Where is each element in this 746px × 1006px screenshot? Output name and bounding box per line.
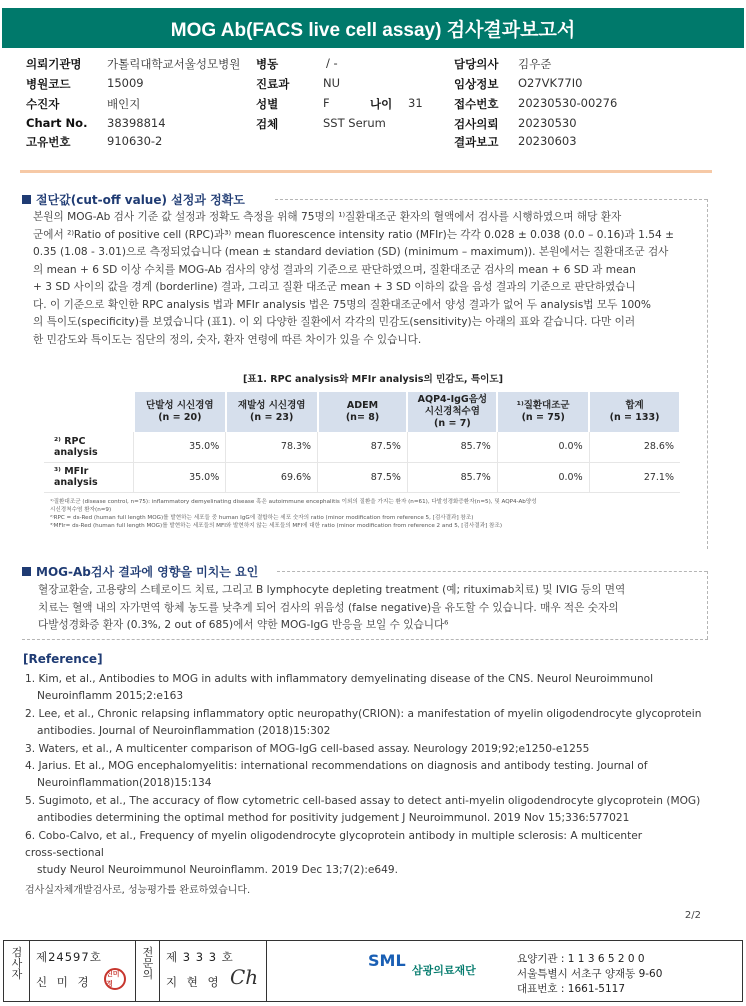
reviewer-name: 지 현 영 xyxy=(166,975,222,989)
table-cell: 35.0% xyxy=(134,462,226,492)
header-value: O27VK77I0 xyxy=(518,76,583,90)
accent-divider xyxy=(20,170,712,173)
report-title: MOG Ab(FACS live cell assay) 검사결과보고서 xyxy=(2,8,744,48)
header-value: 31 xyxy=(408,96,423,110)
dashed-divider xyxy=(275,199,707,200)
header-label: 고유번호 xyxy=(26,135,71,149)
table-cell: 27.1% xyxy=(589,462,680,492)
row-label: ³⁾ MFIr analysis xyxy=(44,462,134,492)
org-name: 삼광의료재단 xyxy=(412,964,476,977)
reference-item: antibodies. Journal of Neuroinflammation (2018)15:302 xyxy=(37,725,331,738)
reference-item: 5. Sugimoto, et al., The accuracy of flow cytometric cell-based assay to detect anti-myelin oligodendrocyte glycoprotein (MOG) xyxy=(25,794,701,807)
header-label: 병동 xyxy=(256,57,279,71)
section-title: 절단값(cut-off value) 설정과 정확도 xyxy=(22,191,245,208)
table-footnotes: ¹⁾질환대조군 (disease control, n=75): inflammatory demyelinating disease 혹은 autoimmune encephalitis 이외의 질환을 가지는 환자 (n=61), 다발성경화증환자(n=5), 및 AQP4-Ab양성 시신경척수염 환자(n=9) ²⁾RPC = ds-Red (human full length MOG)를 발현하는 세포들 중 human IgG에 결합하는 세포 숫자의 ratio (minor modification from reference 5, [검사결과] 참조) ³⁾MFIr= ds-Red (human full length MOG)를 발현하는 세포들의 MFI와 발현하지 않는 세포들의 MFI에 대한 ratio (minor modification from reference 2 and 5, [검사결과] 참조) xyxy=(50,499,537,529)
reference-item: 6. Cobo-Calvo, et al., Frequency of myelin oligodendrocyte glycoprotein antibody in multiple sclerosis: A multicenter xyxy=(25,829,643,842)
square-bullet-icon xyxy=(22,195,31,204)
header-label: 병원코드 xyxy=(26,77,71,91)
header-value: 910630-2 xyxy=(107,134,163,148)
reference-item: 2. Lee, et al., Chronic relapsing inflammatory optic neuropathy(CRION): a manifestation of myelin oligodendrocyte glycoprotein xyxy=(25,707,702,720)
header-label: 검체 xyxy=(256,117,279,131)
table-cell: 87.5% xyxy=(318,462,408,492)
header-value: 배인지 xyxy=(107,97,141,111)
header-value: SST Serum xyxy=(323,116,386,130)
header-row xyxy=(0,56,746,74)
reference-item: Neuroinflammation(2018)15:134 xyxy=(37,777,212,790)
header-label: 검사의뢰 xyxy=(454,117,499,131)
dashed-divider xyxy=(277,571,707,572)
header-row xyxy=(0,134,746,152)
header-value: 20230530 xyxy=(518,116,577,130)
page-number: 2/2 xyxy=(684,910,701,921)
header-value: 20230530-00276 xyxy=(518,96,618,110)
cutoff-paragraph: 본원의 MOG-Ab 검사 기준 값 설정과 정확도 측정을 위해 75명의 ¹⁾질환대조군 환자의 혈액에서 검사를 시행하였으며 해당 환자 군에서 ²⁾Ratio of positive cell (RPC)과³⁾ mean fluorescence intensity ratio (MFIr)는 각각 0.028 ± 0.038 (0.0 – 0.16)과 1.54 ± 0.35 (1.08 - 3.01)으로 측정되었습니다 (mean ± standard deviation (SD) (minimum – maximum)). 본원에서는 질환대조군 검사 의 mean + 6 SD 이상 수치를 MOG-Ab 검사의 양성 결과의 기준으로 판단하였으며, 질환대조군 검사의 mean + 6 SD 과 mean + 3 SD 사이의 값을 경계 (borderline) 결과, 그리고 질환 대조군 mean + 3 SD 이하의 값을 음성 결과의 기준으로 판단하였습니 다. 이 기준으로 확인한 RPC analysis 법과 MFIr analysis 법은 75명의 질환대조군에서 양성 결과가 없어 두 analysis법 모두 100% 의 특이도(specificity)를 보였습니다 (표1). 이 외 다양한 질환에서 각각의 민감도(sensitivity)는 아래의 표와 같습니다. 다만 이러 한 민감도와 특이도는 집단의 정의, 숫자, 환자 연령에 따른 차이가 있을 수 있습니다. xyxy=(33,211,674,346)
reference-item: Neuroinflamm 2015;2:e163 xyxy=(37,690,184,703)
institution-address: 서울특별시 서초구 양재동 9-60 xyxy=(517,968,663,980)
header-label: Chart No. xyxy=(26,116,88,130)
examiner-license: 제24597호 xyxy=(36,950,102,964)
table-header-row xyxy=(44,392,680,432)
reference-item: study Neurol Neuroimmunol Neuroinflamm. 2019 Dec 13;7(2):e649. xyxy=(37,864,399,877)
reference-item: 4. Jarius. Et al., MOG encephalomyelitis: international recommendations on diagnosis and antibody testing. Journal of xyxy=(25,760,648,773)
reviewer-box xyxy=(160,941,266,1001)
header-label: 담당의사 xyxy=(454,57,499,71)
examiner-box xyxy=(30,941,136,1001)
table-cell: 0.0% xyxy=(497,432,589,462)
table-cell: 85.7% xyxy=(407,462,497,492)
dashed-border xyxy=(707,571,708,639)
reference-item: cross-sectional xyxy=(25,847,104,860)
header-label: 수진자 xyxy=(26,97,60,111)
table-header-cell: 합계 (n = 133) xyxy=(589,392,680,432)
square-bullet-icon xyxy=(22,567,31,576)
section-title: MOG-Ab검사 결과에 영향을 미치는 요인 xyxy=(22,563,258,580)
header-row xyxy=(0,76,746,94)
header-value: / - xyxy=(326,56,338,70)
reviewer-license: 제 3 3 3 호 xyxy=(166,950,234,964)
header-value: 가톨릭대학교서울성모병원 xyxy=(107,57,241,71)
header-value: 38398814 xyxy=(107,116,166,130)
examiner-name: 신 미 경 xyxy=(36,975,92,989)
reference-item: antibodies determining the optimal method for positivity judgement J Neuroimmunol. 2019 Nov 15;336:577021 xyxy=(37,812,630,825)
header-value: NU xyxy=(323,76,341,90)
institution-phone: 대표번호 : 1661-5117 xyxy=(517,983,626,995)
header-row xyxy=(0,96,746,114)
header-label: 성별 xyxy=(256,97,279,111)
institution-code: 요양기관 : 1 1 3 6 5 2 0 0 xyxy=(517,953,645,965)
table-cell: 78.3% xyxy=(226,432,318,462)
header-label: 결과보고 xyxy=(454,135,499,149)
footer-divider xyxy=(266,941,267,1001)
examiner-label-box: 검사자 xyxy=(4,941,30,1001)
reviewer-label-box: 전문의 xyxy=(136,941,160,1001)
sensitivity-table xyxy=(44,392,681,493)
signature-footer xyxy=(3,940,743,1002)
reference-list xyxy=(25,671,715,899)
table-cell: 87.5% xyxy=(318,432,408,462)
table-header-cell: ¹⁾질환대조군 (n = 75) xyxy=(497,392,589,432)
red-seal-stamp: 신미경 xyxy=(104,968,126,990)
header-value: 김우준 xyxy=(518,57,552,71)
signature: Ch xyxy=(230,965,259,989)
row-label: ²⁾ RPC analysis xyxy=(44,432,134,462)
table-row xyxy=(44,462,680,492)
sml-logo: SML xyxy=(368,951,406,970)
factors-paragraph: 혈장교환술, 고용량의 스테로이드 치료, 그리고 B lymphocyte depleting treatment (예; rituximab치료) 및 IVIG 등의 면역 치료는 혈액 내의 자가면역 항체 농도를 낮추게 되어 검사의 위음성 (false negative)을 유도할 수 있습니다. 매우 적은 숫자의 다발성경화증 환자 (0.3%, 2 out of 685)에서 약한 MOG-IgG 반응을 보일 수 있습니다⁶ xyxy=(38,584,626,631)
table-header-cell: ADEM (n= 8) xyxy=(318,392,408,432)
table-cell: 28.6% xyxy=(589,432,680,462)
header-row xyxy=(0,116,746,134)
header-label: 진료과 xyxy=(256,77,290,91)
validation-note: 검사실자체개발검사로, 성능평가를 완료하였습니다. xyxy=(25,884,251,896)
table-cell: 35.0% xyxy=(134,432,226,462)
table-title: [표1. RPC analysis와 MFIr analysis의 민감도, 특이도] xyxy=(242,374,504,385)
dashed-divider xyxy=(22,639,708,640)
header-label: 접수번호 xyxy=(454,97,499,111)
table-corner xyxy=(44,392,134,432)
table-cell: 69.6% xyxy=(226,462,318,492)
header-label: 임상정보 xyxy=(454,77,499,91)
table-row xyxy=(44,432,680,462)
header-value: F xyxy=(323,96,330,110)
header-label: 의뢰기관명 xyxy=(26,57,82,71)
table-header-cell: 단발성 시신경염 (n = 20) xyxy=(134,392,226,432)
table-cell: 0.0% xyxy=(497,462,589,492)
header-value: 15009 xyxy=(107,76,144,90)
header-label: 나이 xyxy=(370,97,393,111)
reference-item: 3. Waters, et al., A multicenter comparison of MOG-IgG cell-based assay. Neurology 2019;92;e1250-e1255 xyxy=(25,742,590,755)
reference-item: 1. Kim, et al., Antibodies to MOG in adults with inflammatory demyelinating disease of the CNS. Neurol Neuroimmunol xyxy=(25,673,654,685)
reference-heading: [Reference] xyxy=(23,652,103,666)
table-header-cell: 재발성 시신경염 (n = 23) xyxy=(226,392,318,432)
table-cell: 85.7% xyxy=(407,432,497,462)
table-header-cell: AQP4-IgG음성 시신경척수염 (n = 7) xyxy=(407,392,497,432)
header-value: 20230603 xyxy=(518,134,577,148)
